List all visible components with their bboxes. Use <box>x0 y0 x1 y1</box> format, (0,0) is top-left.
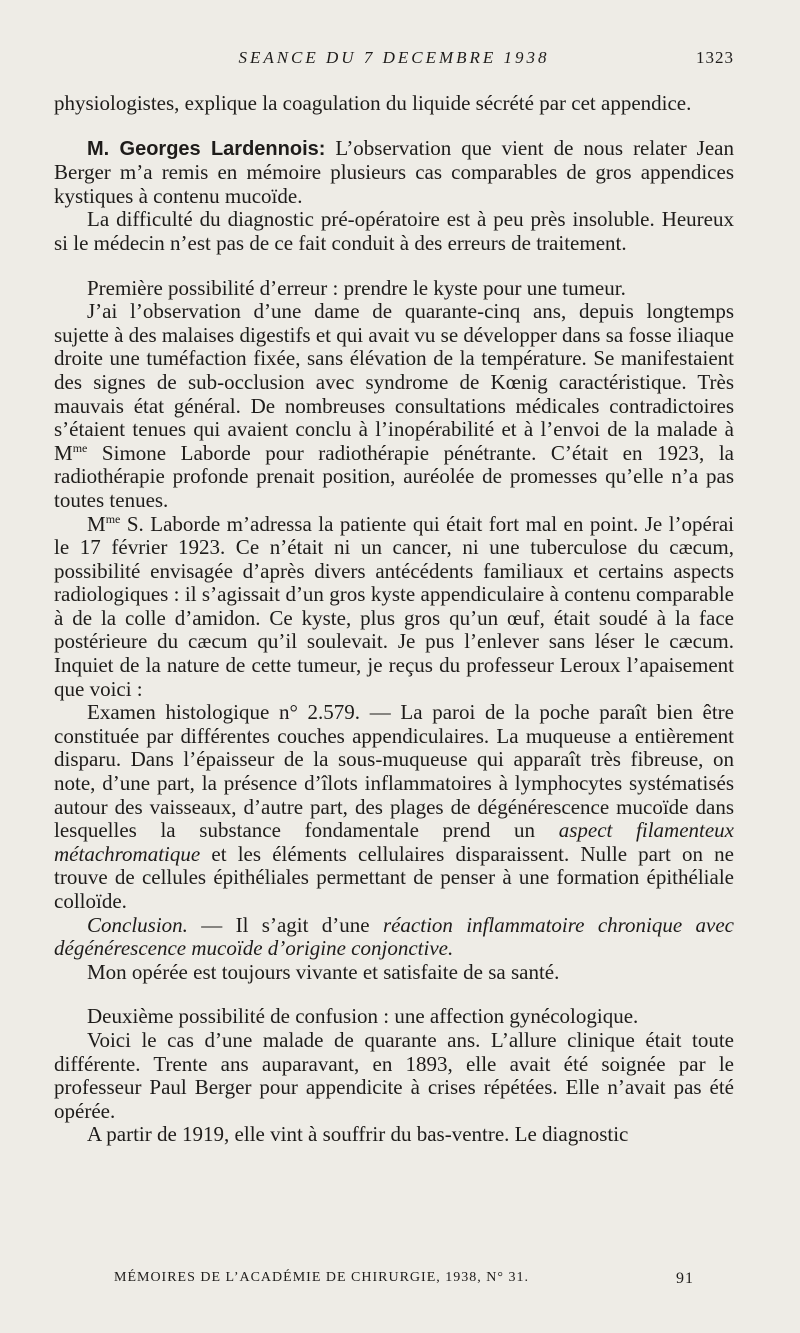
paragraph: Voici le cas d’une malade de quarante ans. L’allure clinique était toute différente. Trente ans auparavant, en 1893, elle avait été soignée par le professeur Paul Berger pour appendicite à crises répétées. Elle n’avait pas été opérée. <box>54 1027 734 1123</box>
paragraph: Conclusion. — Il s’agit d’une réaction inflammatoire chronique avec dégénérescence mucoïde d’origine conjonctive. <box>54 912 734 961</box>
speaker-name: M. Georges Lardennois: <box>87 137 326 160</box>
paragraph: Mon opérée est toujours vivante et satisfaite de sa santé. <box>87 959 560 984</box>
journal-reference: MÉMOIRES DE L’ACADÉMIE DE CHIRURGIE, 1938, N° 31. <box>114 1270 529 1285</box>
paragraph: Première possibilité d’erreur : prendre le kyste pour une tumeur. <box>87 275 626 300</box>
paragraph: La difficulté du diagnostic pré-opératoire est à peu près insoluble. Heureux si le médecin n’est pas de ce fait conduit à des erreurs de traitement. <box>54 207 734 255</box>
paragraph: $M^{me}$ S. Laborde m’adressa la patiente qui était fort mal en point. Je l’opérai le 17 février 1923. Ce n’était ni un cancer, ni une tuberculose du cæcum, possibilité envisagée d’après divers antécédents familiaux et certains aspects radiologiques : il s’agissait d’un gros kyste appendiculaire à contenu comparable à de la colle d’amidon. Ce kyste, plus gros qu’un œuf, était soudé à la face postérieure du cæcum qu’il soulevait. Je pus l’enlever sans léser le cæcum. Inquiet de la nature de cette tumeur, je reçus du professeur Leroux l’apaisement que voici : <box>54 511 734 701</box>
page-footer <box>54 1270 734 1292</box>
page-header <box>54 46 734 74</box>
paragraph: Deuxième possibilité de confusion : une affection gynécologique. <box>87 1004 639 1029</box>
body-text <box>54 92 734 1147</box>
sheet-number: 91 <box>676 1270 694 1287</box>
paragraph: A partir de 1919, elle vint à souffrir du bas-ventre. Le diagnostic <box>87 1122 629 1147</box>
paragraph: Examen histologique n° 2.579. — La paroi de la poche paraît bien être constituée par différentes couches appendiculaires. La muqueuse a entièrement disparu. Dans l’épaisseur de la sous-muqueuse qui apparaît très fibreuse, on note, d’une part, la présence d’îlots inflammatoires à lymphocytes systématisés autour des vaisseaux, d’autre part, des plages de dégénérescence mucoïde dans lesquelles la substance fondamentale prend un aspect filamenteux métachromatique et les éléments cellulaires disparaissent. Nulle part on ne trouve de cellules épithéliales permettant de penser à une formation épithéliale colloïde. <box>54 700 735 913</box>
page-number: 1323 <box>696 48 734 67</box>
paragraph: physiologistes, explique la coagulation du liquide sécrété par cet appendice. <box>54 91 692 115</box>
paragraph: M. Georges Lardennois: L’observation que vient de nous relater Jean Berger m’a remis en mémoire plusieurs cas comparables de gros appendices kystiques à contenu mucoïde. <box>54 135 734 208</box>
paragraph: J’ai l’observation d’une dame de quarante-cinq ans, depuis longtemps sujette à des malaises digestifs et qui avait vu se développer dans sa fosse iliaque droite une tuméfaction fixée, sans élévation de la température. Se manifestaient des signes de sub-occlusion avec syndrome de Kœnig caractéristique. Très mauvais état général. De nombreuses consultations médicales contradictoires s’étaient tenues qui avaient conclu à l’inopérabilité et à l’envoi de la malade à $M^{me}$ Simone Laborde pour radiothérapie pénétrante. C’était en 1923, la radiothérapie profonde prenait position, auréolée de promesses qu’elle n’a pas toutes tenues. <box>54 299 734 512</box>
running-title: SEANCE DU 7 DECEMBRE 1938 <box>238 48 550 67</box>
